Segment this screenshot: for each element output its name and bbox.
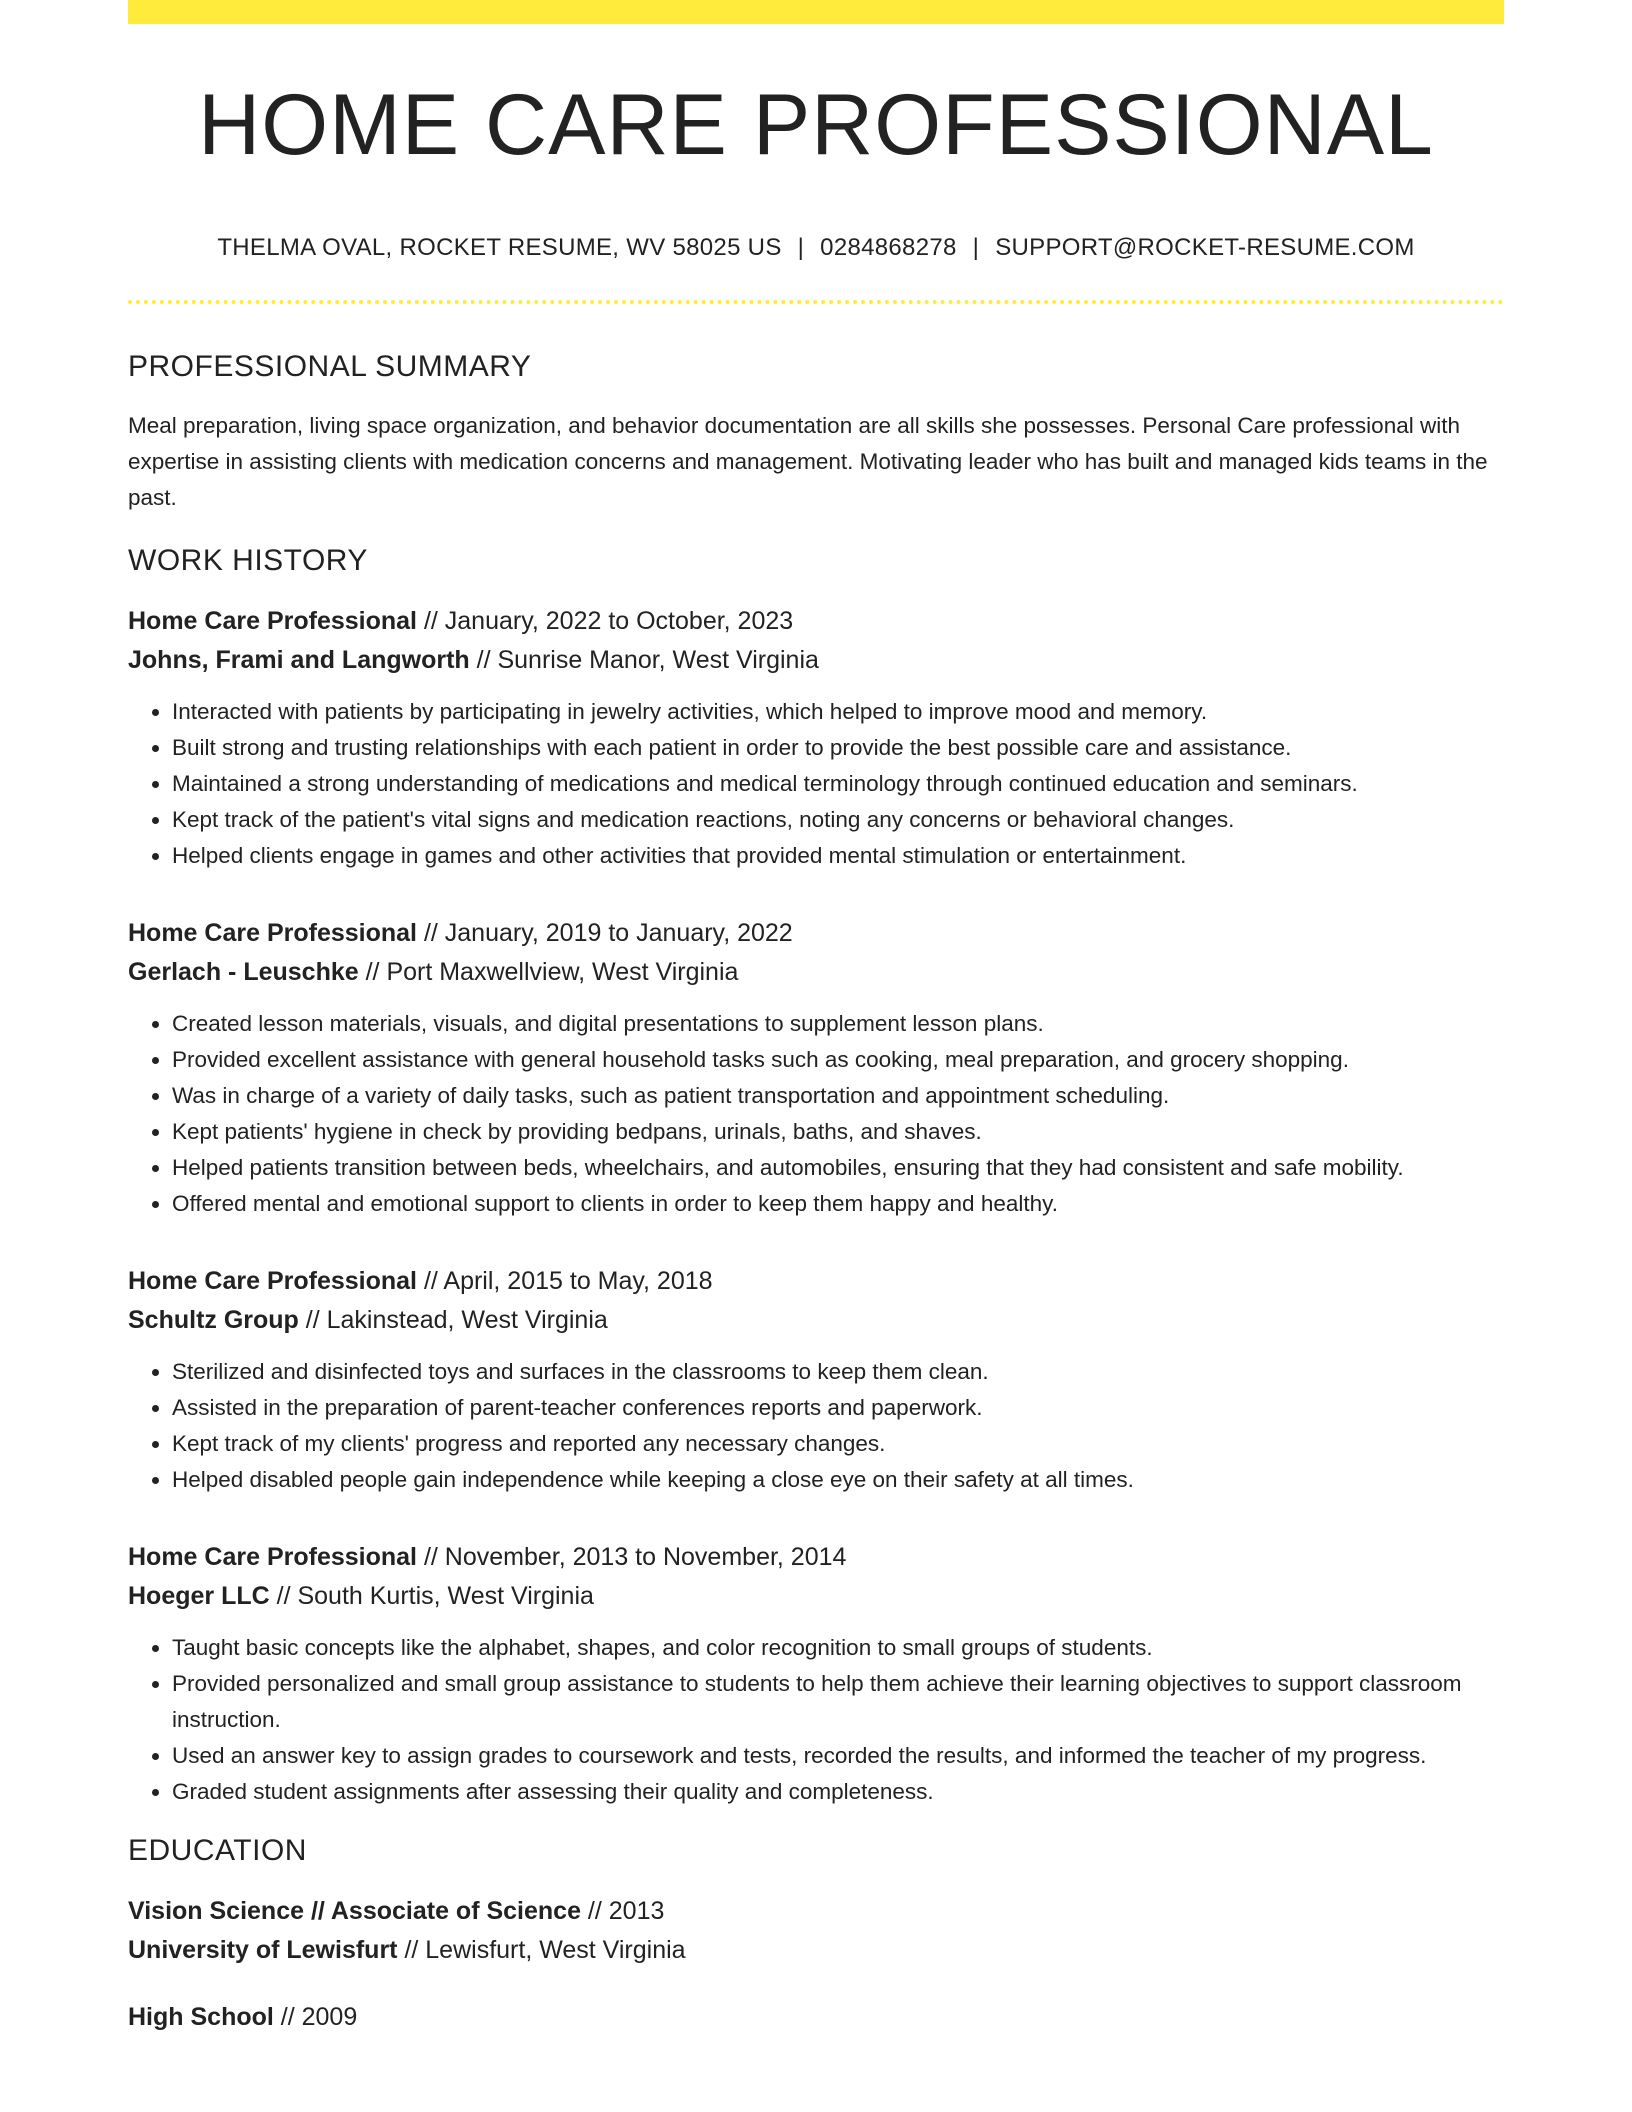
job-bullet: • Built strong and trusting relationships with each patient in order to provide the best possible care and assistance. — [172, 730, 1504, 766]
education-entry — [128, 1998, 1504, 2037]
job-bullet: • Helped disabled people gain independence while keeping a close eye on their safety at all times. — [172, 1462, 1504, 1498]
job-bullet: • Offered mental and emotional support to clients in order to keep them happy and healthy. — [172, 1186, 1504, 1222]
job-bullet: • Kept track of my clients' progress and reported any necessary changes. — [172, 1426, 1504, 1462]
job-company: Schultz Group — [128, 1306, 299, 1334]
job-bullet: • Maintained a strong understanding of medications and medical terminology through continued education and seminars. — [172, 766, 1504, 802]
accent-top-bar — [128, 0, 1504, 24]
job-bullet: • Taught basic concepts like the alphabet, shapes, and color recognition to small groups of students. — [172, 1630, 1504, 1666]
job-bullet: • Graded student assignments after assessing their quality and completeness. — [172, 1774, 1504, 1810]
job-company-line — [128, 953, 1504, 992]
job-entry — [128, 1262, 1504, 1498]
job-title-line — [128, 1538, 1504, 1577]
job-location: // Port Maxwellview, West Virginia — [358, 958, 739, 986]
job-dates: // January, 2019 to January, 2022 — [417, 919, 793, 947]
job-dates: // January, 2022 to October, 2023 — [417, 607, 794, 635]
job-dates: // November, 2013 to November, 2014 — [417, 1543, 847, 1571]
job-entry — [128, 914, 1504, 1222]
job-entry — [128, 1538, 1504, 1810]
job-company-line — [128, 641, 1504, 680]
job-bullet: • Interacted with patients by participating in jewelry activities, which helped to improve mood and memory. — [172, 694, 1504, 730]
contact-email: SUPPORT@ROCKET-RESUME.COM — [995, 234, 1415, 261]
job-bullet: • Used an answer key to assign grades to coursework and tests, recorded the results, and informed the teacher of my progress. — [172, 1738, 1504, 1774]
job-title: Home Care Professional — [128, 1543, 417, 1571]
job-bullets — [128, 1354, 1504, 1498]
education-degree-line — [128, 1892, 1504, 1931]
job-bullet: • Assisted in the preparation of parent-teacher conferences reports and paperwork. — [172, 1390, 1504, 1426]
job-location: // Sunrise Manor, West Virginia — [469, 646, 819, 674]
work-history-heading: WORK HISTORY — [128, 544, 368, 577]
job-dates: // April, 2015 to May, 2018 — [417, 1267, 713, 1295]
job-location: // South Kurtis, West Virginia — [269, 1582, 594, 1610]
education-degree: Vision Science // Associate of Science — [128, 1897, 581, 1925]
job-title-line — [128, 602, 1504, 641]
education-degree-line — [128, 1998, 1504, 2037]
education-location: // Lewisfurt, West Virginia — [397, 1936, 686, 1964]
education-heading: EDUCATION — [128, 1834, 307, 1867]
job-title: Home Care Professional — [128, 1267, 417, 1295]
contact-separator: | — [972, 234, 980, 261]
summary-heading: PROFESSIONAL SUMMARY — [128, 350, 532, 383]
job-bullet: • Helped patients transition between beds, wheelchairs, and automobiles, ensuring that they had consistent and safe mobility. — [172, 1150, 1504, 1186]
job-company: Hoeger LLC — [128, 1582, 270, 1610]
education-entry — [128, 1892, 1504, 1970]
job-entry — [128, 602, 1504, 874]
job-company: Gerlach - Leuschke — [128, 958, 359, 986]
contact-phone: 0284868278 — [820, 234, 957, 261]
job-bullet: • Kept track of the patient's vital signs and medication reactions, noting any concerns or behavioral changes. — [172, 802, 1504, 838]
job-location: // Lakinstead, West Virginia — [298, 1306, 608, 1334]
job-bullet: • Sterilized and disinfected toys and surfaces in the classrooms to keep them clean. — [172, 1354, 1504, 1390]
education-school: University of Lewisfurt — [128, 1936, 398, 1964]
dotted-divider — [128, 300, 1504, 304]
job-bullets — [128, 1006, 1504, 1222]
job-company-line — [128, 1301, 1504, 1340]
education-degree: High School — [128, 2003, 274, 2031]
job-bullet: • Provided personalized and small group assistance to students to help them achieve their learning objectives to support classroom instruction. — [172, 1666, 1504, 1738]
job-bullet: • Was in charge of a variety of daily tasks, such as patient transportation and appointment scheduling. — [172, 1078, 1504, 1114]
job-bullet: • Helped clients engage in games and other activities that provided mental stimulation or entertainment. — [172, 838, 1504, 874]
job-bullet: • Kept patients' hygiene in check by providing bedpans, urinals, baths, and shaves. — [172, 1114, 1504, 1150]
contact-separator: | — [797, 234, 805, 261]
contact-line — [128, 234, 1504, 262]
contact-address: THELMA OVAL, ROCKET RESUME, WV 58025 US — [217, 234, 782, 261]
job-title: Home Care Professional — [128, 919, 417, 947]
job-bullet: • Created lesson materials, visuals, and digital presentations to supplement lesson plans. — [172, 1006, 1504, 1042]
education-year: // 2009 — [273, 2003, 358, 2031]
job-bullet: • Provided excellent assistance with general household tasks such as cooking, meal preparation, and grocery shopping. — [172, 1042, 1504, 1078]
job-company: Johns, Frami and Langworth — [128, 646, 470, 674]
resume-title: HOME CARE PROFESSIONAL — [198, 77, 1434, 173]
job-bullets — [128, 694, 1504, 874]
summary-text: Meal preparation, living space organization, and behavior documentation are all skills she possesses. Personal Care professional with expertise in assisting clients with medication concerns and management. Motivating leader who has built and managed kids teams in the past. — [128, 413, 1488, 510]
education-school-line — [128, 1931, 1504, 1970]
job-bullets — [128, 1630, 1504, 1810]
job-company-line — [128, 1577, 1504, 1616]
resume-page — [128, 0, 1504, 2037]
job-title: Home Care Professional — [128, 607, 417, 635]
education-year: // 2013 — [580, 1897, 665, 1925]
job-title-line — [128, 1262, 1504, 1301]
job-title-line — [128, 914, 1504, 953]
